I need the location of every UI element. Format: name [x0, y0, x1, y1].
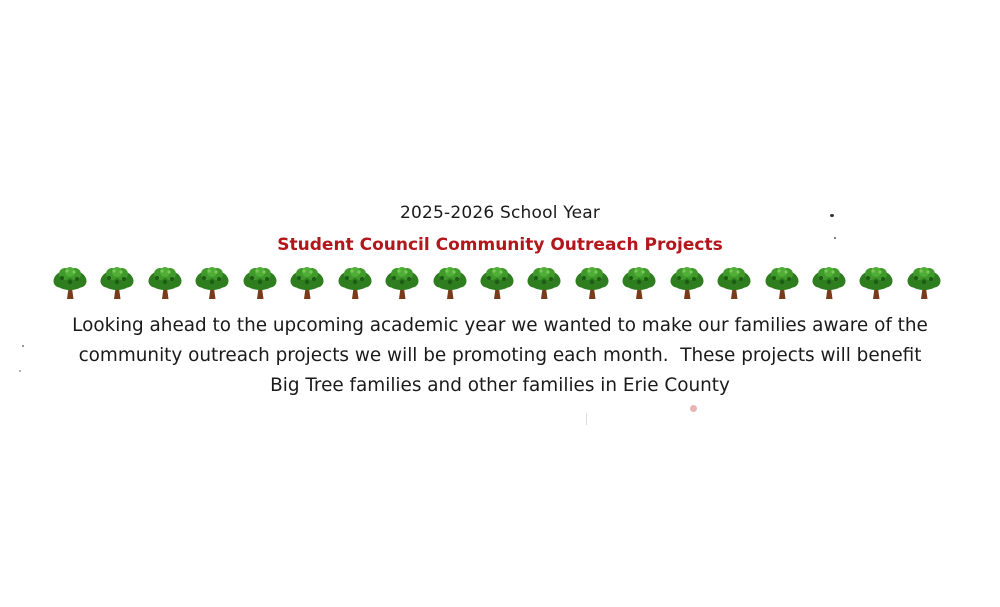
- oak-tree-icon: [242, 266, 278, 300]
- oak-tree-icon: [479, 266, 515, 300]
- oak-tree-icon: [906, 266, 942, 300]
- scan-speck: [19, 370, 21, 372]
- oak-tree-icon: [99, 266, 135, 300]
- oak-tree-icon: [52, 266, 88, 300]
- oak-tree-icon: [811, 266, 847, 300]
- scan-speck: [22, 345, 24, 347]
- intro-line: Looking ahead to the upcoming academic year we wanted to make our families aware of the: [72, 315, 928, 336]
- oak-tree-icon: [147, 266, 183, 300]
- oak-tree-icon: [669, 266, 705, 300]
- scan-speck: [834, 237, 836, 239]
- oak-tree-icon: [432, 266, 468, 300]
- scan-speck: [830, 214, 834, 217]
- intro-paragraph: [20, 311, 980, 401]
- oak-tree-icon: [194, 266, 230, 300]
- oak-tree-icon: [289, 266, 325, 300]
- oak-tree-icon: [716, 266, 752, 300]
- oak-tree-icon: [526, 266, 562, 300]
- scan-speck: [690, 405, 697, 412]
- scan-speck: [586, 413, 587, 425]
- oak-tree-icon: [337, 266, 373, 300]
- oak-tree-icon: [621, 266, 657, 300]
- intro-line: community outreach projects we will be promoting each month. These projects will benefit: [78, 345, 922, 366]
- outreach-projects-title: Student Council Community Outreach Projects: [277, 235, 723, 255]
- tree-border: [52, 266, 942, 300]
- oak-tree-icon: [764, 266, 800, 300]
- oak-tree-icon: [858, 266, 894, 300]
- school-year-heading: 2025-2026 School Year: [399, 203, 601, 223]
- intro-line: Big Tree families and other families in Erie County: [270, 375, 730, 396]
- oak-tree-icon: [574, 266, 610, 300]
- oak-tree-icon: [384, 266, 420, 300]
